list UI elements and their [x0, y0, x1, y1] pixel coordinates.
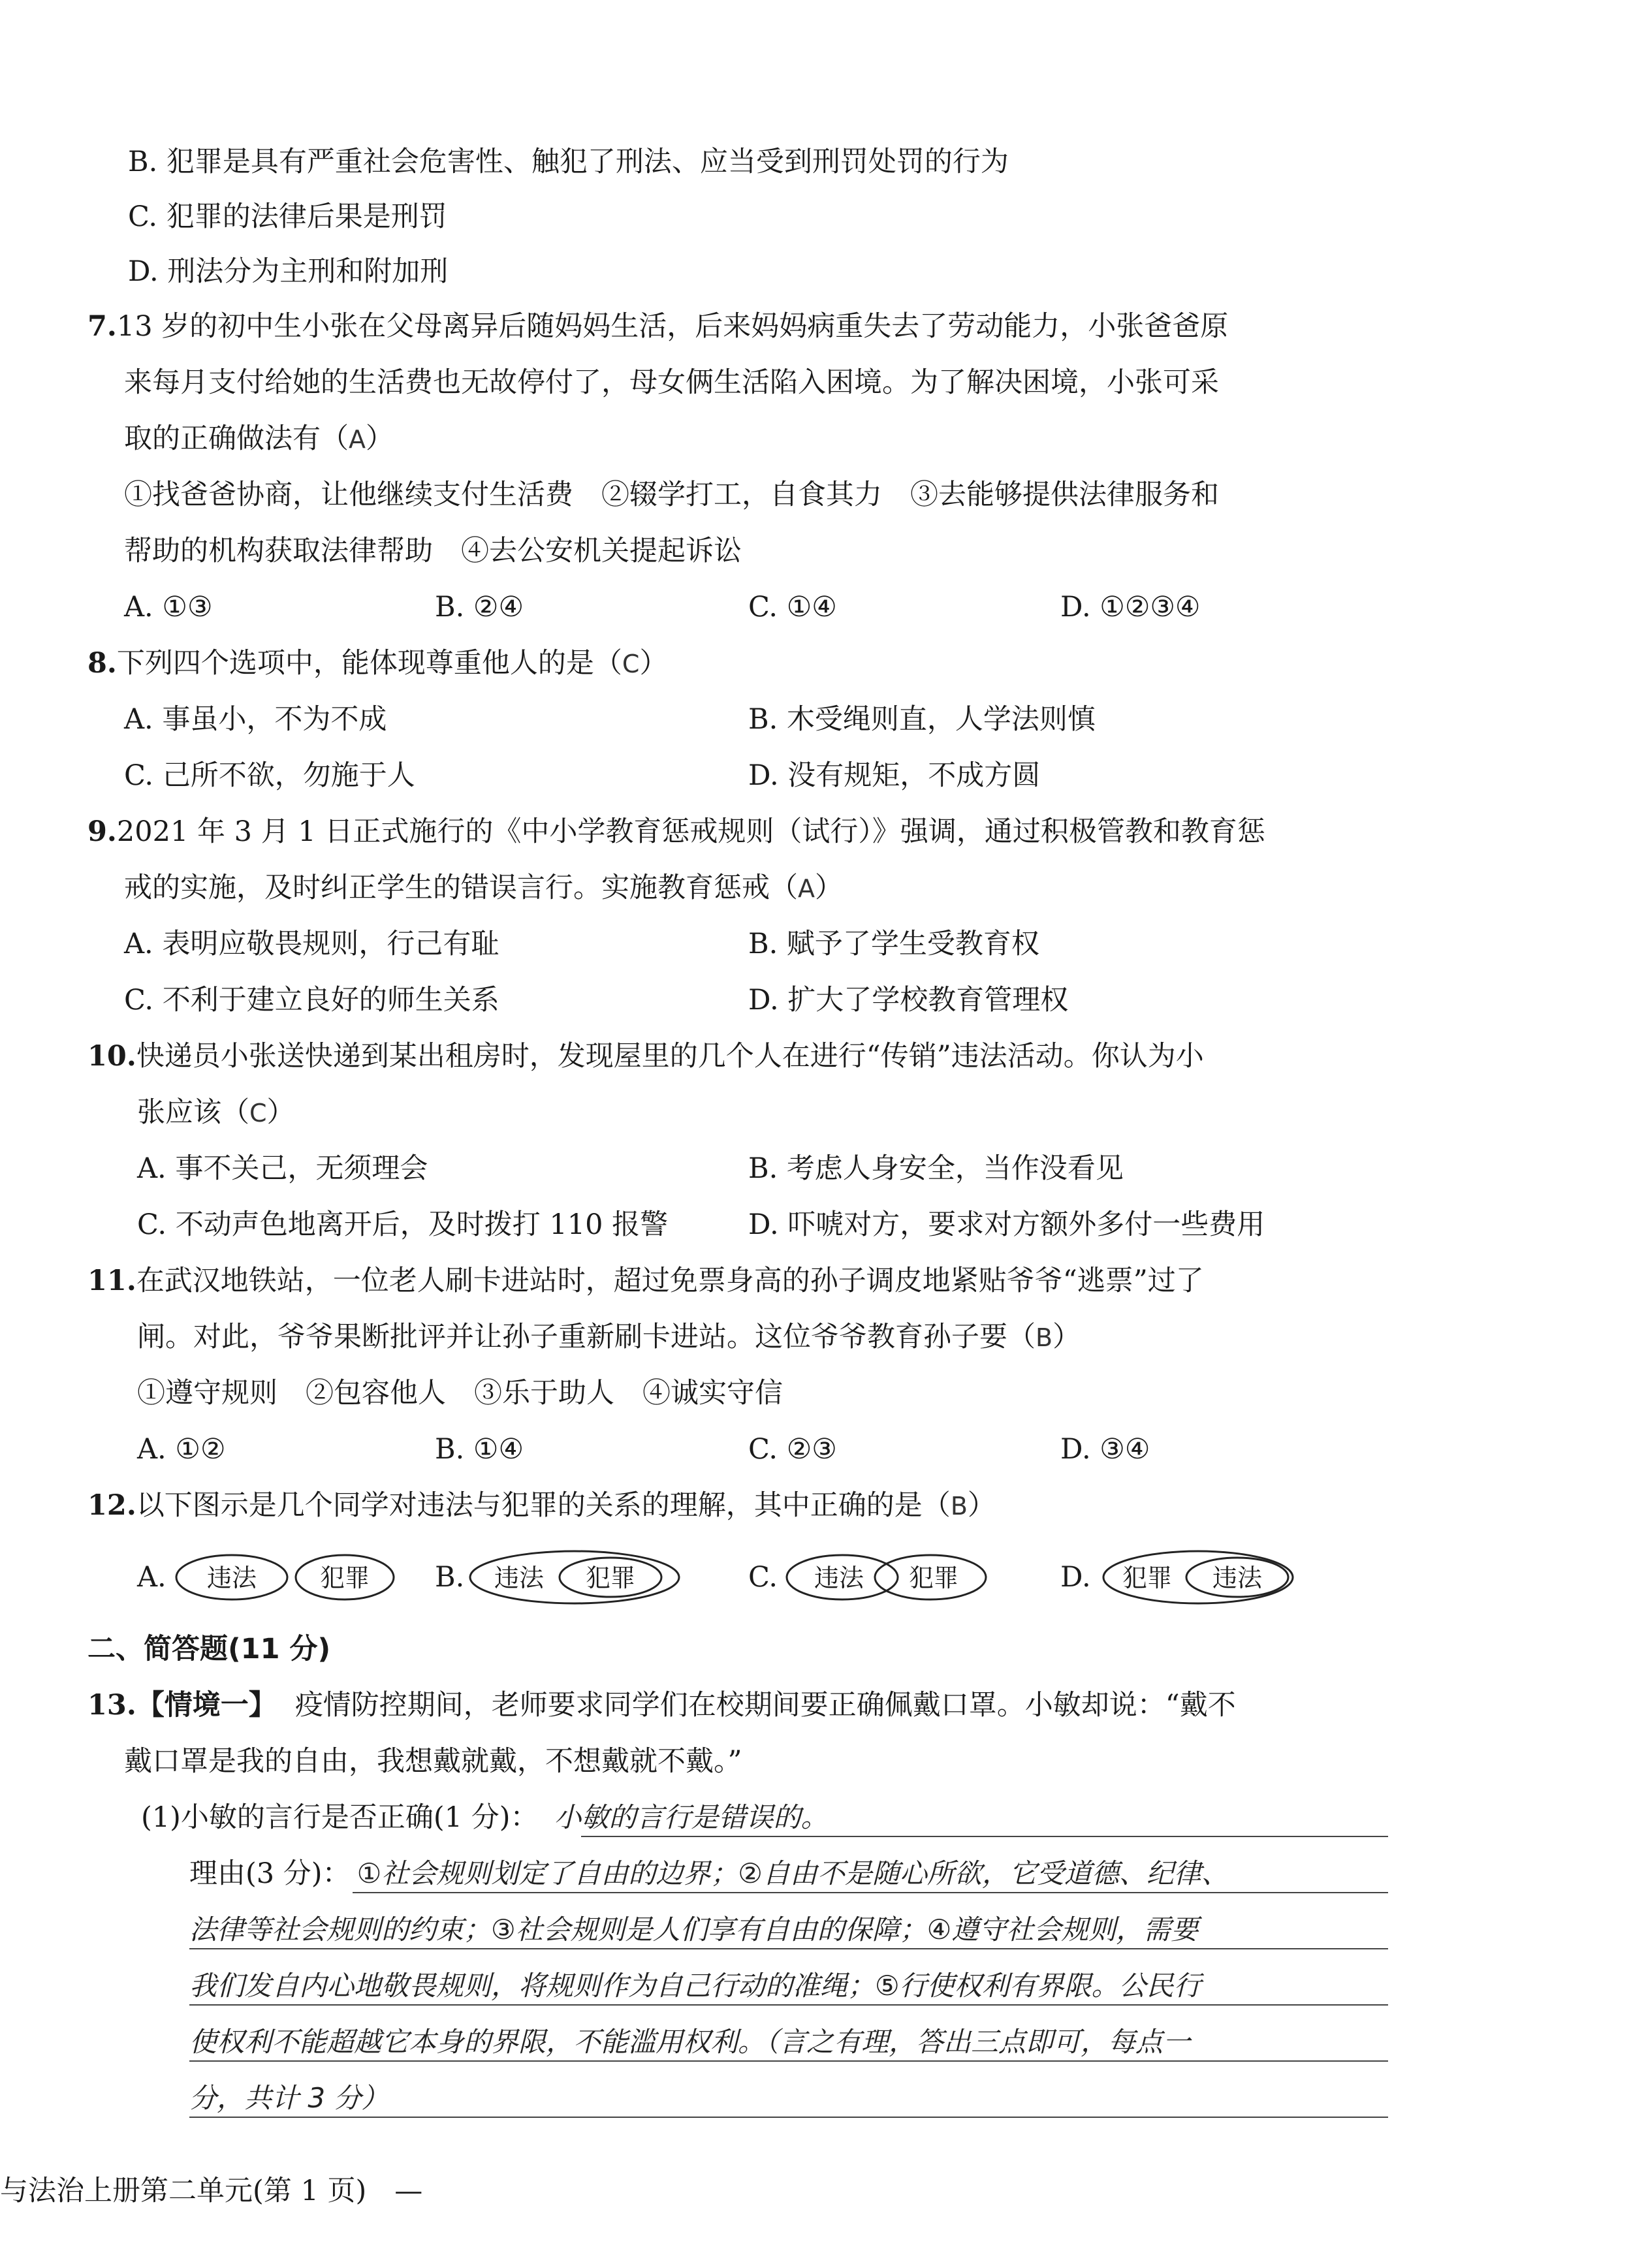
q11-items: ①遵守规则 ②包容他人 ③乐于助人 ④诚实守信 — [137, 1377, 783, 1410]
q9-stem-text-1: 2021 年 3 月 1 日正式施行的《中小学教育惩戒规则（试行）》强调，通过积极管教和教育惩 — [116, 815, 1265, 848]
q10-close-paren: ） — [266, 1096, 295, 1129]
q8-answer: C — [622, 650, 640, 678]
q11-option-a: A. ①② — [137, 1433, 226, 1466]
q12-diagram-d — [1103, 1551, 1293, 1603]
q7-option-a: A. ①③ — [124, 591, 213, 623]
q9-stem-line-2 — [124, 868, 843, 908]
q8-number: 8. — [87, 647, 117, 680]
q7-items-line-1: ①找爸爸协商，让他继续支付生活费 ②辍学打工，自食其力 ③去能够提供法律服务和 — [124, 479, 1219, 511]
q13-reason-line-3: 我们发自内心地敬畏规则，将规则作为自己行动的准绳；⑤行使权利有界限。公民行 — [189, 1970, 1201, 2002]
q8-stem — [87, 644, 667, 684]
q7-stem-line-3 — [124, 419, 394, 459]
q12-a-fanzui-label: 犯罪 — [319, 1564, 370, 1592]
q7-stem-text-1: 13 岁的初中生小张在父母离异后随妈妈生活，后来妈妈病重失去了劳动能力，小张爸爸原 — [116, 310, 1229, 343]
page-footer: 与法治上册第二单元(第 1 页) — — [0, 2175, 423, 2207]
q9-number: 9. — [87, 815, 117, 848]
q10-option-d: D. 吓唬对方，要求对方额外多付一些费用 — [748, 1208, 1265, 1241]
q10-stem-line-2 — [137, 1093, 295, 1133]
q12-diagram-a — [176, 1555, 394, 1599]
q12-option-b-letter: B. — [435, 1561, 465, 1594]
q6-option-d: D. 刑法分为主刑和附加刑 — [128, 255, 449, 288]
q8-option-c: C. 己所不欲，勿施于人 — [124, 759, 415, 792]
q13-sub1-underline — [581, 1836, 1388, 1837]
q8-option-a: A. 事虽小，不为不成 — [124, 703, 387, 736]
q7-stem-line-2: 来每月支付给她的生活费也无故停付了，母女俩生活陷入困境。为了解决困境，小张可采 — [124, 366, 1219, 399]
q12-d-fanzui-label: 犯罪 — [1122, 1564, 1173, 1592]
q12-diagram-c — [787, 1555, 986, 1599]
q13-sub1 — [141, 1798, 829, 1837]
q13-stem-line-1 — [87, 1686, 1236, 1725]
q12-option-c-letter: C. — [748, 1561, 778, 1594]
q13-reason-label: 理由(3 分)： — [189, 1857, 351, 1890]
q12-option-d-letter: D. — [1060, 1561, 1091, 1594]
q11-answer: B — [1036, 1323, 1053, 1352]
q12-option-a-letter: A. — [137, 1561, 166, 1594]
q9-stem-text-2: 戒的实施，及时纠正学生的错误言行。实施教育惩戒（ — [124, 872, 798, 904]
q8-close-paren: ） — [639, 647, 668, 680]
q10-answer: C — [249, 1099, 267, 1127]
q11-stem-line-1 — [87, 1261, 1204, 1300]
q8-option-d: D. 没有规矩，不成方圆 — [748, 759, 1041, 792]
q7-stem-line-1 — [87, 307, 1228, 346]
q12-stem — [87, 1486, 996, 1526]
q9-option-a: A. 表明应敬畏规则，行己有耻 — [124, 928, 499, 960]
q13-number: 13. — [87, 1689, 136, 1722]
q13-reason-line-1 — [189, 1854, 1229, 1893]
q13-reason-underline-1 — [353, 1892, 1388, 1893]
q9-answer: A — [798, 874, 815, 903]
q12-close-paren: ） — [967, 1489, 996, 1522]
q12-answer: B — [950, 1492, 968, 1520]
q13-sub1-answer: 小敏的言行是错误的。 — [554, 1801, 829, 1833]
q11-option-c: C. ②③ — [748, 1433, 837, 1466]
q11-stem-text-1: 在武汉地铁站，一位老人刷卡进站时，超过免票身高的孙子调皮地紧贴爷爷“逃票”过了 — [136, 1265, 1204, 1297]
q8-stem-text: 下列四个选项中，能体现尊重他人的是（ — [116, 647, 622, 680]
q13-reason-underline-5 — [189, 2117, 1388, 2118]
q13-scenario-tag: 【情境一】 — [136, 1689, 277, 1722]
q6-option-c: C. 犯罪的法律后果是刑罚 — [128, 200, 447, 233]
q13-reason-underline-3 — [189, 2004, 1388, 2006]
q7-close-paren: ） — [366, 422, 394, 455]
q9-stem-line-1 — [87, 812, 1265, 851]
q12-stem-text: 以下图示是几个同学对违法与犯罪的关系的理解，其中正确的是（ — [136, 1489, 951, 1522]
q7-answer: A — [349, 425, 366, 454]
q12-b-weifa-label: 违法 — [494, 1564, 545, 1592]
q13-reason-underline-2 — [189, 1948, 1388, 1949]
q6-option-b: B. 犯罪是具有严重社会危害性、触犯了刑法、应当受到刑罚处罚的行为 — [128, 146, 1009, 178]
q11-option-d: D. ③④ — [1060, 1433, 1150, 1466]
q8-option-b: B. 木受绳则直，人学法则慎 — [748, 703, 1096, 736]
q11-option-b: B. ①④ — [435, 1433, 524, 1466]
q10-stem-line-1 — [87, 1037, 1204, 1076]
q9-close-paren: ） — [815, 872, 843, 904]
q7-items-line-2: 帮助的机构获取法律帮助 ④去公安机关提起诉讼 — [124, 535, 742, 567]
q7-option-b: B. ②④ — [435, 591, 524, 623]
q12-c-weifa-label: 违法 — [814, 1564, 864, 1592]
q10-stem-text-2: 张应该（ — [137, 1096, 249, 1129]
q12-venn-diagrams — [0, 1541, 1646, 1613]
q11-stem-line-2 — [137, 1317, 1081, 1357]
q13-sub1-label: (1)小敏的言行是否正确(1 分)： — [141, 1801, 539, 1834]
q13-reason-underline-4 — [189, 2060, 1388, 2062]
q11-stem-text-2: 闸。对此，爷爷果断批评并让孙子重新刷卡进站。这位爷爷教育孙子要（ — [137, 1321, 1036, 1353]
q7-stem-text-3: 取的正确做法有（ — [124, 422, 349, 455]
q9-option-c: C. 不利于建立良好的师生关系 — [124, 984, 499, 1016]
q10-option-c: C. 不动声色地离开后，及时拨打 110 报警 — [137, 1208, 669, 1241]
q12-b-fanzui-label: 犯罪 — [585, 1564, 636, 1592]
q13-reason-line-5: 分，共计 3 分） — [189, 2082, 389, 2114]
q10-option-b: B. 考虑人身安全，当作没看见 — [748, 1152, 1124, 1185]
q9-option-b: B. 赋予了学生受教育权 — [748, 928, 1039, 960]
q10-stem-text-1: 快递员小张送快递到某出租房时，发现屋里的几个人在进行“传销”违法活动。你认为小 — [136, 1040, 1204, 1073]
q13-reason-text-1: ①社会规则划定了自由的边界；②自由不是随心所欲，它受道德、纪律、 — [356, 1857, 1229, 1889]
q12-number: 12. — [87, 1489, 136, 1522]
q13-reason-line-2: 法律等社会规则的约束；③社会规则是人们享有自由的保障；④遵守社会规则，需要 — [189, 1914, 1199, 1945]
q7-number: 7. — [87, 310, 117, 343]
q10-number: 10. — [87, 1040, 136, 1073]
q11-number: 11. — [87, 1265, 136, 1297]
q12-a-weifa-label: 违法 — [206, 1564, 257, 1592]
q10-option-a: A. 事不关己，无须理会 — [137, 1152, 428, 1185]
q12-c-fanzui-label: 犯罪 — [908, 1564, 959, 1592]
q12-d-weifa-label: 违法 — [1212, 1564, 1263, 1592]
q11-close-paren: ） — [1052, 1321, 1081, 1353]
q7-option-d: D. ①②③④ — [1060, 591, 1201, 623]
q12-diagram-b — [470, 1551, 679, 1603]
q7-option-c: C. ①④ — [748, 591, 837, 623]
q13-reason-line-4: 使权利不能超越它本身的界限，不能滥用权利。（言之有理，答出三点即可，每点一 — [189, 2026, 1191, 2058]
q9-option-d: D. 扩大了学校教育管理权 — [748, 984, 1069, 1016]
q13-stem-line-2: 戴口罩是我的自由，我想戴就戴，不想戴就不戴。” — [124, 1745, 742, 1778]
section-2-title: 二、简答题(11 分) — [87, 1633, 331, 1665]
q13-stem-text-1: 疫情防控期间，老师要求同学们在校期间要正确佩戴口罩。小敏却说：“戴不 — [294, 1689, 1236, 1722]
